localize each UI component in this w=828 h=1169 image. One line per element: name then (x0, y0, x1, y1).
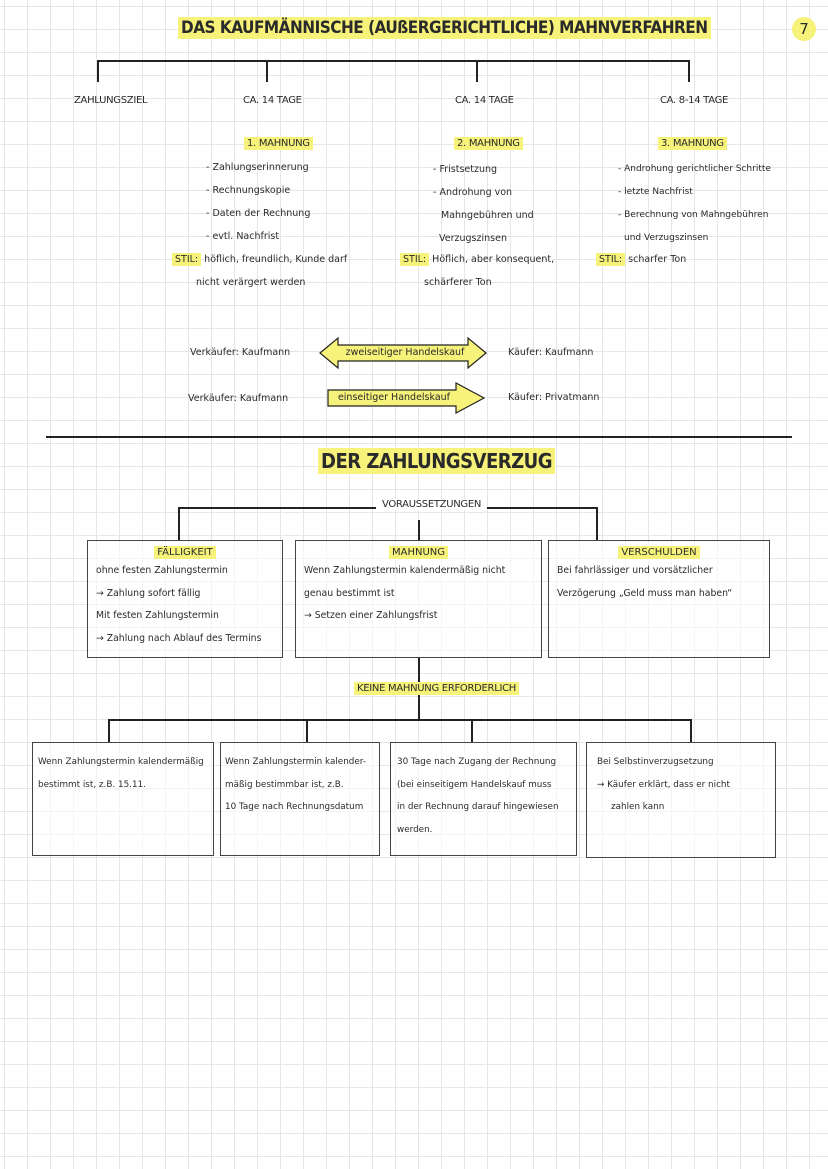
mahnung-1-title-text: 1. MAHNUNG (244, 137, 313, 150)
case-line: → Käufer erklärt, dass er nicht (597, 779, 730, 790)
case-line: werden. (397, 824, 433, 835)
box-line: → Zahlung sofort fällig (96, 587, 201, 599)
case-line: mäßig bestimmbar ist, z.B. (225, 779, 344, 790)
mahnung-1-list (206, 156, 310, 248)
timeline-label-4: CA. 8-14 TAGE (660, 95, 729, 106)
mahnung-3-line: - Androhung gerichtlicher Schritte (618, 164, 771, 174)
timeline-tick-3 (476, 60, 478, 82)
page-title (178, 18, 708, 38)
case-line: Bei Selbstinverzugsetzung (597, 757, 714, 767)
mahnung-2-line: - Fristsetzung (433, 164, 498, 175)
box-line: Wenn Zahlungstermin kalendermäßig nicht (304, 565, 506, 576)
mahnung-3-stil-text: scharfer Ton (628, 254, 687, 265)
box-line: → Zahlung nach Ablauf des Termins (96, 632, 262, 644)
timeline-label-2: CA. 14 TAGE (243, 95, 302, 106)
mahnung-2-stil-text: Höflich, aber konsequent, (432, 254, 555, 265)
case-connector-1 (108, 719, 110, 742)
box-faelligkeit (87, 540, 283, 658)
case-line: (bei einseitigem Handelskauf muss (397, 779, 552, 790)
timeline-label-3: CA. 14 TAGE (455, 95, 514, 106)
mahnung-3-line: - Berechnung von Mahngebühren (618, 210, 769, 220)
case-line: Wenn Zahlungstermin kalendermäßig (38, 757, 204, 767)
handelskauf-1-arrow-label: zweiseitiger Handelskauf (345, 347, 465, 358)
case-box-1 (32, 742, 214, 856)
box-verschulden-title: VERSCHULDEN (618, 546, 699, 559)
timeline-tick-2 (266, 60, 268, 82)
handelskauf-1-left: Verkäufer: Kaufmann (190, 347, 291, 358)
mahnung-3-stil (596, 248, 686, 271)
timeline-bar (97, 60, 689, 62)
case-line: 30 Tage nach Zugang der Rechnung (397, 757, 557, 767)
mahnung-1-title (244, 138, 313, 149)
mahnung-1-line: - Rechnungskopie (206, 185, 291, 196)
mahnung-3-title (658, 138, 727, 149)
mahnung-3-line: - letzte Nachfrist (618, 187, 693, 197)
mahnung-2-stil (400, 248, 554, 294)
box-line: Verzögerung „Geld muss man haben“ (557, 587, 733, 599)
box-line: → Setzen einer Zahlungsfrist (304, 610, 438, 621)
cases-bar (108, 719, 691, 721)
timeline-label-zahlungsziel: ZAHLUNGSZIEL (74, 95, 148, 106)
mahnung-2-title (454, 138, 523, 149)
case-box-3 (390, 742, 577, 856)
connector-1 (178, 507, 180, 540)
case-connector-2 (306, 719, 308, 742)
handelskauf-1-right: Käufer: Kaufmann (508, 347, 594, 358)
mahnung-3-stil-label: STIL: (596, 253, 625, 266)
mahnung-1-stil-label: STIL: (172, 253, 201, 266)
case-line: in der Rechnung darauf hingewiesen (397, 802, 559, 812)
mahnung-1-stil (172, 248, 347, 294)
mahnung-1-line: - Zahlungserinnerung (206, 162, 309, 173)
keine-mahnung-text: KEINE MAHNUNG ERFORDERLICH (354, 682, 519, 695)
mahnung-2-list (433, 158, 534, 250)
mahnung-3-title-text: 3. MAHNUNG (658, 137, 727, 150)
section-title-text: DER ZAHLUNGSVERZUG (318, 448, 555, 474)
connector-2 (418, 520, 420, 540)
timeline-tick-1 (97, 60, 99, 82)
handelskauf-2-left: Verkäufer: Kaufmann (188, 393, 289, 404)
mahnung-1-line: - Daten der Rechnung (206, 208, 311, 219)
section-title (318, 449, 555, 473)
box-verschulden (548, 540, 770, 658)
voraussetzungen-label: VORAUSSETZUNGEN (376, 499, 487, 510)
mahnung-2-line: Verzugszinsen (439, 233, 507, 244)
mahnung-1-line: - evtl. Nachfrist (206, 231, 280, 242)
box-line: Mit festen Zahlungstermin (96, 610, 219, 621)
mahnung-3-line: und Verzugszinsen (624, 233, 709, 243)
case-line: bestimmt ist, z.B. 15.11. (38, 779, 146, 790)
mahnung-2-line: - Androhung von (433, 187, 513, 198)
connector-3 (596, 507, 598, 540)
case-connector-3 (471, 719, 473, 742)
case-line: Wenn Zahlungstermin kalender- (225, 757, 366, 767)
keine-mahnung-label (350, 683, 523, 694)
case-box-4 (586, 742, 776, 858)
handelskauf-2-arrow-label: einseitiger Handelskauf (337, 392, 451, 403)
timeline-tick-4 (688, 60, 690, 82)
mahnung-3-list (618, 158, 771, 250)
handelskauf-2-right: Käufer: Privatmann (508, 392, 600, 403)
mahnung-2-stil-label: STIL: (400, 253, 429, 266)
box-mahnung (295, 540, 542, 658)
page-number: 7 (792, 17, 816, 41)
box-line: genau bestimmt ist (304, 587, 395, 599)
page-title-text: DAS KAUFMÄNNISCHE (AUßERGERICHTLICHE) MAHNVERFAHREN (178, 17, 711, 39)
mahnung-1-stil-text-2: nicht verärgert werden (196, 277, 306, 288)
box-line: Bei fahrlässiger und vorsätzlicher (557, 565, 713, 576)
mahnung-2-title-text: 2. MAHNUNG (454, 137, 523, 150)
case-line: zahlen kann (611, 802, 665, 812)
box-mahnung-title: MAHNUNG (389, 546, 448, 559)
section-divider (46, 436, 792, 438)
mahnung-1-stil-text: höflich, freundlich, Kunde darf (204, 254, 348, 265)
mahnung-2-line: Mahngebühren und (441, 210, 534, 221)
case-box-2 (220, 742, 380, 856)
mahnung-2-stil-text-2: schärferer Ton (424, 277, 492, 288)
box-line: ohne festen Zahlungstermin (96, 565, 228, 576)
case-line: 10 Tage nach Rechnungsdatum (225, 802, 364, 812)
case-connector-4 (690, 719, 692, 742)
box-faelligkeit-title: FÄLLIGKEIT (154, 546, 215, 559)
